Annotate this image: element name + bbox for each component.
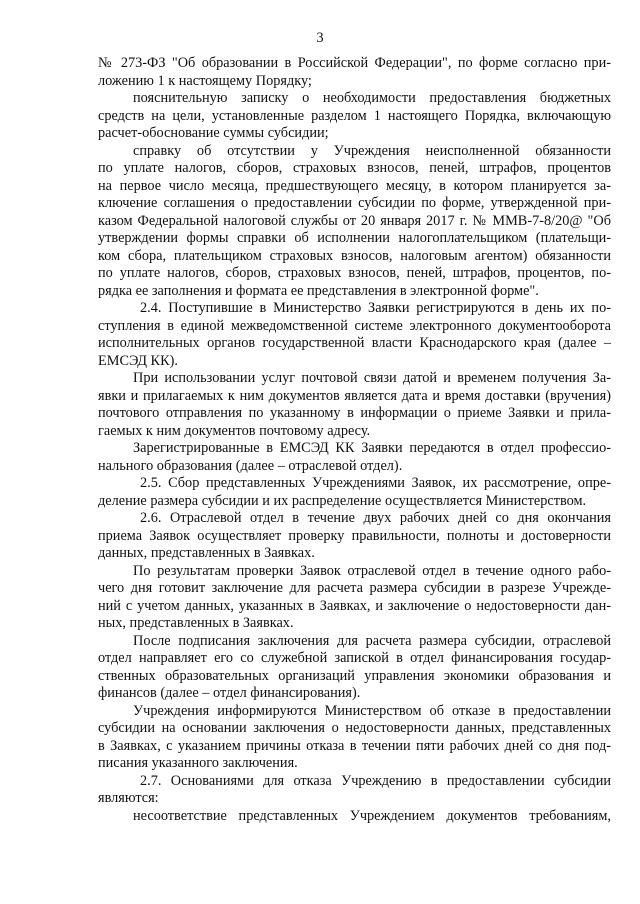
text-line: ком сбора, плательщиком страховых взносов, налоговым агентом) обязанности <box>98 247 611 264</box>
text-line: в Заявках, с указанием причины отказа в течении пяти рабочих дней со дня под- <box>98 737 611 754</box>
page-number: 3 <box>316 30 324 46</box>
text-line: ступления в единой межведомственной системе электронного документооборота <box>98 317 611 334</box>
text-line: писания указанного заключения. <box>98 755 298 771</box>
text-line: утверждении формы справки об исполнении налогоплательщиком (плательщи- <box>98 230 611 246</box>
text-line: явки и прилагаемых к ним документов является дата и время доставки (вручения) <box>98 387 611 404</box>
text-line: пояснительную записку о необходимости предоставления бюджетных <box>133 90 611 106</box>
text-line: чего дня готовит заключение для расчета размера субсидии в разрезе Учрежде- <box>98 580 611 596</box>
text-line: средств на цели, установленные разделом 1 настоящего Порядка, включающую <box>98 107 611 124</box>
text-line: ложению 1 к настоящему Порядку; <box>98 72 312 89</box>
document-body <box>98 55 611 825</box>
text-line: отдел направляет его со служебной запиской в отдел финансирования государ- <box>98 650 611 666</box>
text-line: 2.7. Основаниями для отказа Учреждению в предоставлении субсидии <box>140 772 611 789</box>
text-line: казом Федеральной налоговой службы от 20 января 2017 г. № ММВ-7-8/20@ "Об <box>98 212 611 229</box>
text-line: № 273-ФЗ "Об образовании в Российской Федерации", по форме согласно при- <box>98 55 611 71</box>
text-line: данных, представленных в Заявках. <box>98 545 315 561</box>
text-line: 2.5. Сбор представленных Учреждениями Заявок, их рассмотрение, опре- <box>140 475 611 491</box>
text-line: рядка ее заполнения и формата ее представления в электронной форме". <box>98 282 539 299</box>
text-line: несоответствие представленных Учреждением документов требованиям, <box>133 807 611 824</box>
text-line: 2.6. Отраслевой отдел в течение двух рабочих дней со дня окончания <box>140 510 611 526</box>
text-line: субсидии на основании заключения о недостоверности данных, представленных <box>98 720 611 736</box>
text-line: При использовании услуг почтовой связи датой и временем получения За- <box>133 370 611 386</box>
text-line: ных, представленных в Заявках. <box>98 615 294 631</box>
text-line: по уплате налогов, сборов, страховых взносов, пеней, штрафов, процентов, по- <box>98 265 611 281</box>
text-line: ственных образовательных организаций управления экономики образования и <box>98 667 611 684</box>
text-line: расчет-обоснование суммы субсидии; <box>98 125 329 141</box>
text-line: Зарегистрированные в ЕМСЭД КК Заявки передаются в отдел профессио- <box>133 440 611 456</box>
text-line: по уплате налогов, сборов, страховых взносов, пеней, штрафов, процентов <box>98 160 611 176</box>
text-line: на первое число месяца, предшествующего месяцу, в котором планируется за- <box>98 177 611 194</box>
text-line: почтового отправления по указанному в информации о приеме Заявки и прила- <box>98 405 611 421</box>
text-line: являются: <box>98 790 159 806</box>
text-line: справку об отсутствии у Учреждения неисполненной обязанности <box>133 142 611 159</box>
text-line: ключение соглашения о предоставлении субсидии по форме, утвержденной при- <box>98 195 611 211</box>
text-line: 2.4. Поступившие в Министерство Заявки регистрируются в день их по- <box>140 300 611 316</box>
text-line: ний с учетом данных, указанных в Заявках, и заключение о недостоверности дан- <box>98 597 611 614</box>
text-line: После подписания заключения для расчета размера субсидии, отраслевой <box>133 632 611 649</box>
text-line: исполнительных органов государственной власти Краснодарского края (далее – <box>98 335 611 351</box>
text-line: гаемых к ним документов почтовому адресу. <box>98 422 371 439</box>
text-line: По результатам проверки Заявок отраслевой отдел в течение одного рабо- <box>133 562 611 579</box>
text-line: нального образования (далее – отраслевой отдел). <box>98 457 403 474</box>
text-line: приема Заявок осуществляет проверку правильности, полноты и достоверности <box>98 527 611 544</box>
text-line: ЕМСЭД КК). <box>98 352 178 369</box>
text-line: деление размера субсидии и их распределение осуществляется Министерством. <box>98 492 587 509</box>
text-line: Учреждения информируются Министерством об отказе в предоставлении <box>133 702 611 719</box>
text-line: финансов (далее – отдел финансирования). <box>98 685 361 701</box>
